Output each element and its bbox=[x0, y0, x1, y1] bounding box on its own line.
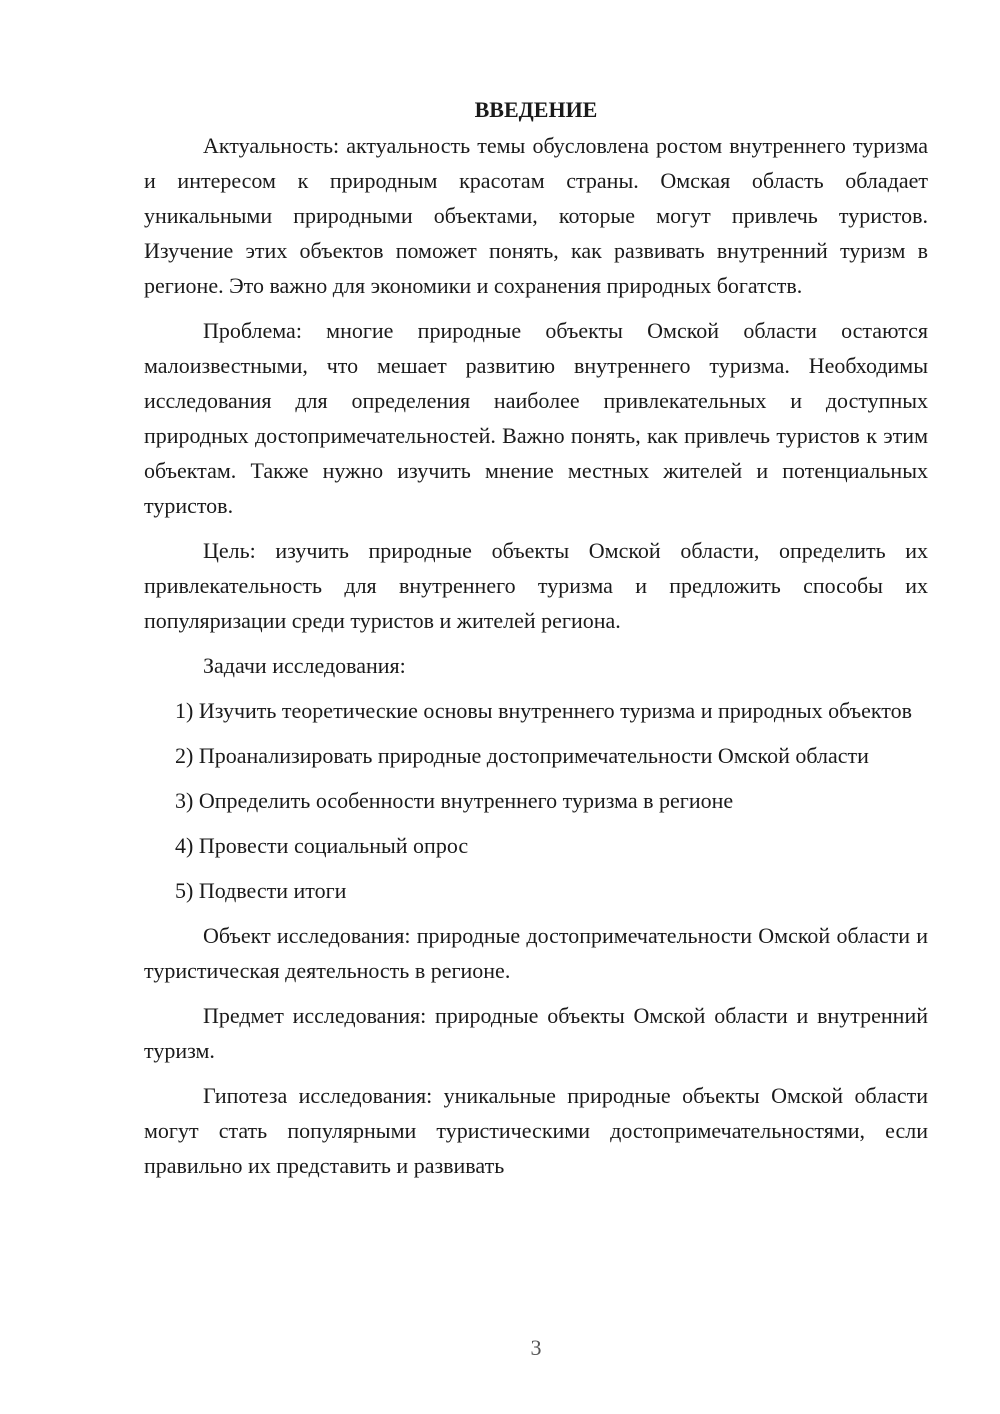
task-item: 4) Провести социальный опрос bbox=[175, 833, 469, 858]
paragraph-relevance: Актуальность: актуальность темы обусловлена ростом внутреннего туризма и интересом к природным красотам страны. Омская область обладает уникальными природными объектами, которые могут привлечь туристов. Изучение этих объектов поможет понять, как развивать внутренний туризм в регионе. Это важно для экономики и сохранения природных богатств. bbox=[144, 133, 928, 298]
tasks-title: Задачи исследования: bbox=[203, 653, 406, 678]
task-item: 2) Проанализировать природные достопримечательности Омской области bbox=[175, 743, 869, 768]
task-item: 1) Изучить теоретические основы внутреннего туризма и природных объектов bbox=[175, 698, 913, 723]
section-heading: ВВЕДЕНИЕ bbox=[474, 97, 598, 122]
task-item: 5) Подвести итоги bbox=[175, 878, 347, 903]
page-number: 3 bbox=[530, 1335, 542, 1360]
document-page bbox=[144, 92, 928, 1193]
task-item: 3) Определить особенности внутреннего туризма в регионе bbox=[175, 788, 734, 813]
paragraph-problem: Проблема: многие природные объекты Омской области остаются малоизвестными, что мешает развитию внутреннего туризма. Необходимы исследования для определения наиболее привлекательных и доступных природных достопримечательностей. Важно понять, как привлечь туристов к этим объектам. Также нужно изучить мнение местных жителей и потенциальных туристов. bbox=[144, 318, 928, 518]
paragraph-object: Объект исследования: природные достопримечательности Омской области и туристическая деятельность в регионе. bbox=[144, 923, 928, 983]
paragraph-goal: Цель: изучить природные объекты Омской области, определить их привлекательность для внутреннего туризма и предложить способы их популяризации среди туристов и жителей региона. bbox=[144, 538, 928, 633]
paragraph-subject: Предмет исследования: природные объекты Омской области и внутренний туризм. bbox=[144, 1003, 928, 1063]
paragraph-hypothesis: Гипотеза исследования: уникальные природные объекты Омской области могут стать популярными туристическими достопримечательностями, если правильно их представить и развивать bbox=[144, 1083, 928, 1178]
